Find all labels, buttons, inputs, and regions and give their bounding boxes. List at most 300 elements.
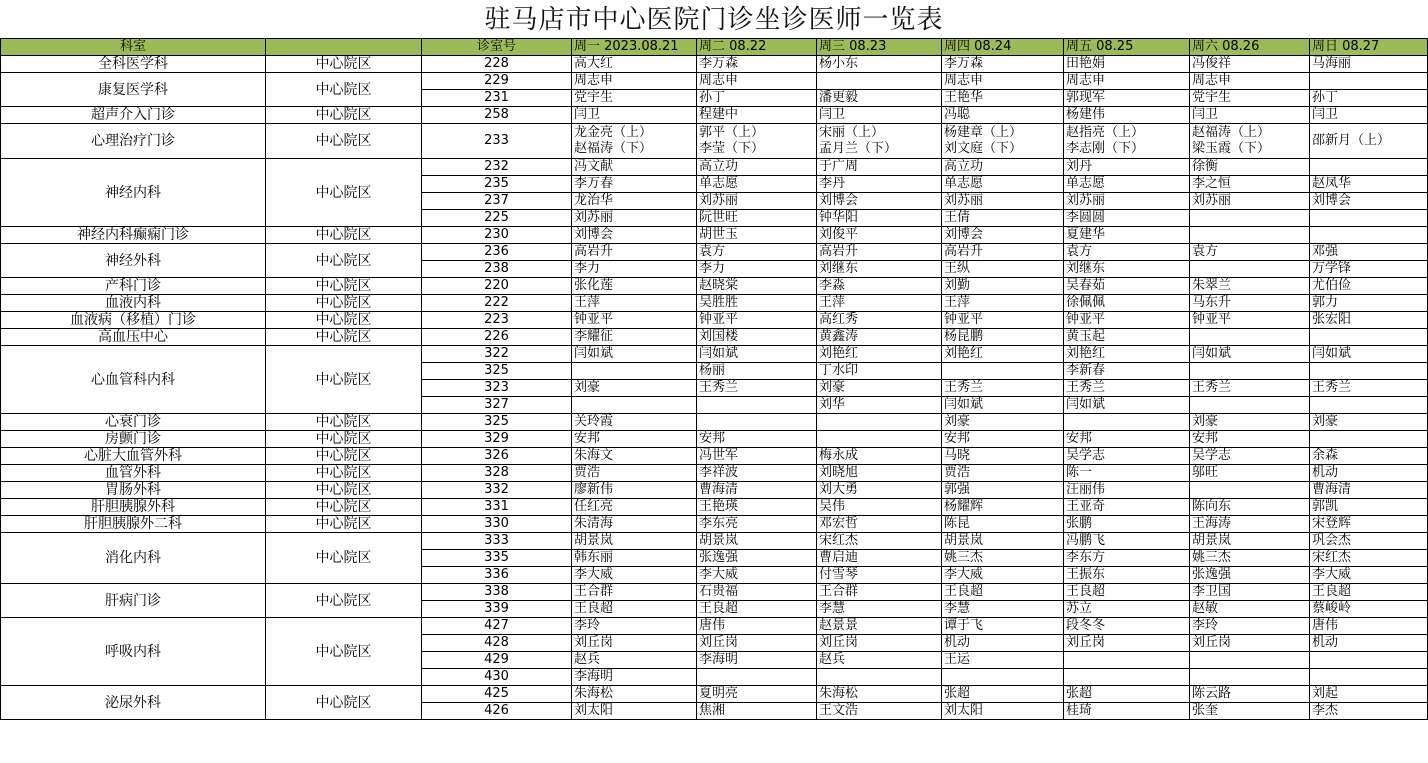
campus-area: 中心院区	[266, 159, 422, 227]
doctor-cell: 单志愿	[942, 176, 1064, 193]
doctor-cell: 王秀兰	[697, 380, 817, 397]
doctor-cell	[1310, 397, 1428, 414]
room-number: 426	[422, 703, 572, 720]
doctor-cell	[1064, 652, 1190, 669]
table-row	[1, 278, 1428, 295]
campus-area: 中心院区	[266, 533, 422, 584]
doctor-cell: 机动	[1310, 635, 1428, 652]
room-number: 330	[422, 516, 572, 533]
doctor-cell	[697, 669, 817, 686]
doctor-cell: 钟亚平	[1064, 312, 1190, 329]
doctor-cell: 李力	[572, 261, 697, 278]
room-number: 237	[422, 193, 572, 210]
doctor-cell	[1190, 261, 1310, 278]
room-number: 327	[422, 397, 572, 414]
doctor-cell: 巩会杰	[1310, 533, 1428, 550]
doctor-cell: 马海丽	[1310, 56, 1428, 73]
doctor-cell: 张超	[1064, 686, 1190, 703]
department-name: 肝病门诊	[1, 584, 266, 618]
doctor-cell: 刘豪	[572, 380, 697, 397]
doctor-cell: 王艳瑛	[697, 499, 817, 516]
doctor-cell: 赵景景	[817, 618, 942, 635]
table-row	[1, 56, 1428, 73]
doctor-cell: 高立功	[942, 159, 1064, 176]
doctor-cell: 郭强	[942, 482, 1064, 499]
doctor-cell	[942, 363, 1064, 380]
header-day-sat: 周六 08.26	[1190, 39, 1310, 56]
doctor-cell: 王秀兰	[1064, 380, 1190, 397]
doctor-cell: 李新春	[1064, 363, 1190, 380]
doctor-cell: 机动	[1310, 465, 1428, 482]
doctor-cell: 刘苏丽	[1190, 193, 1310, 210]
doctor-cell: 李大威	[697, 567, 817, 584]
doctor-cell: 闫如斌	[1310, 346, 1428, 363]
doctor-cell: 王萍	[942, 295, 1064, 312]
doctor-cell: 钟亚平	[572, 312, 697, 329]
doctor-cell: 安邦	[942, 431, 1064, 448]
doctor-cell: 梅永成	[817, 448, 942, 465]
table-row	[1, 533, 1428, 550]
room-number: 225	[422, 210, 572, 227]
department-name: 心血管科内科	[1, 346, 266, 414]
doctor-cell: 李玲	[572, 618, 697, 635]
room-number: 427	[422, 618, 572, 635]
doctor-cell: 李慧	[817, 601, 942, 618]
doctor-cell: 杨建伟	[1064, 107, 1190, 124]
doctor-cell: 王秀兰	[1190, 380, 1310, 397]
page-title: 驻马店市中心医院门诊坐诊医师一览表	[484, 5, 944, 35]
doctor-cell: 朱海松	[572, 686, 697, 703]
doctor-cell: 闫如斌	[572, 346, 697, 363]
doctor-cell: 王亚奇	[1064, 499, 1190, 516]
doctor-cell: 王萍	[817, 295, 942, 312]
department-name: 心衰门诊	[1, 414, 266, 431]
room-number: 228	[422, 56, 572, 73]
doctor-cell: 王倩	[942, 210, 1064, 227]
doctor-cell: 胡世玉	[697, 227, 817, 244]
doctor-cell: 徐佩佩	[1064, 295, 1190, 312]
doctor-cell: 刘豪	[1190, 414, 1310, 431]
department-name: 全科医学科	[1, 56, 266, 73]
doctor-cell: 周志申	[572, 73, 697, 90]
doctor-cell: 李圆圆	[1064, 210, 1190, 227]
doctor-name-pm: 李莹（下）	[699, 141, 765, 156]
header-day-sun: 周日 08.27	[1310, 39, 1428, 56]
header-day-fri: 周五 08.25	[1064, 39, 1190, 56]
doctor-cell	[1310, 669, 1428, 686]
department-name: 高血压中心	[1, 329, 266, 346]
doctor-cell: 吴胜胜	[697, 295, 817, 312]
doctor-cell: 闫如斌	[697, 346, 817, 363]
doctor-cell: 高大红	[572, 56, 697, 73]
doctor-cell	[1064, 669, 1190, 686]
department-name: 消化内科	[1, 533, 266, 584]
doctor-cell: 张逸强	[1190, 567, 1310, 584]
doctor-cell: 曹海清	[697, 482, 817, 499]
table-row	[1, 295, 1428, 312]
doctor-name-pm: 梁玉霞（下）	[1192, 141, 1271, 156]
room-number: 258	[422, 107, 572, 124]
doctor-cell: 尤伯俭	[1310, 278, 1428, 295]
doctor-cell: 王良超	[1310, 584, 1428, 601]
doctor-cell: 张逸强	[697, 550, 817, 567]
doctor-cell	[1190, 652, 1310, 669]
room-number: 326	[422, 448, 572, 465]
doctor-cell: 安邦	[1190, 431, 1310, 448]
room-number: 336	[422, 567, 572, 584]
doctor-cell: 安邦	[572, 431, 697, 448]
doctor-cell: 安邦	[697, 431, 817, 448]
doctor-name-am: 杨建章（上）	[944, 125, 1023, 140]
doctor-cell: 徐衡	[1190, 159, 1310, 176]
doctor-cell: 刘艳红	[817, 346, 942, 363]
doctor-name-am: 赵福涛（上）	[1192, 125, 1271, 140]
doctor-cell: 袁方	[1064, 244, 1190, 261]
department-name: 胃肠外科	[1, 482, 266, 499]
doctor-cell	[572, 397, 697, 414]
doctor-cell	[1190, 669, 1310, 686]
campus-area: 中心院区	[266, 482, 422, 499]
doctor-cell: 李耀征	[572, 329, 697, 346]
table-row	[1, 686, 1428, 703]
doctor-cell	[1064, 124, 1190, 159]
table-row	[1, 329, 1428, 346]
doctor-cell: 周志申	[1190, 73, 1310, 90]
doctor-cell: 党宇生	[1190, 90, 1310, 107]
doctor-cell	[942, 669, 1064, 686]
department-name: 房颤门诊	[1, 431, 266, 448]
doctor-cell: 刘丘岗	[572, 635, 697, 652]
doctor-cell: 孙丁	[1310, 90, 1428, 107]
doctor-cell: 任红亮	[572, 499, 697, 516]
table-row	[1, 227, 1428, 244]
room-number: 325	[422, 363, 572, 380]
room-number: 331	[422, 499, 572, 516]
room-number: 425	[422, 686, 572, 703]
department-name: 康复医学科	[1, 73, 266, 107]
room-number: 220	[422, 278, 572, 295]
campus-area: 中心院区	[266, 414, 422, 431]
doctor-cell: 赵凤华	[1310, 176, 1428, 193]
doctor-cell: 朱清海	[572, 516, 697, 533]
doctor-cell: 李大威	[1310, 567, 1428, 584]
doctor-name-pm: 孟月兰（下）	[819, 141, 898, 156]
doctor-cell: 杨丽	[697, 363, 817, 380]
doctor-cell: 吴学志	[1064, 448, 1190, 465]
doctor-cell: 刘丘岗	[697, 635, 817, 652]
doctor-cell: 陈一	[1064, 465, 1190, 482]
doctor-cell: 王萍	[572, 295, 697, 312]
doctor-cell: 王秀兰	[1310, 380, 1428, 397]
doctor-cell: 钟亚平	[697, 312, 817, 329]
doctor-cell: 王纵	[942, 261, 1064, 278]
doctor-cell: 关玲霞	[572, 414, 697, 431]
doctor-cell: 高岩升	[572, 244, 697, 261]
doctor-cell: 胡景岚	[1190, 533, 1310, 550]
table-row	[1, 124, 1428, 159]
doctor-name-pm: 李志刚（下）	[1066, 141, 1145, 156]
doctor-cell: 万学锋	[1310, 261, 1428, 278]
room-number: 235	[422, 176, 572, 193]
doctor-cell: 陈向东	[1190, 499, 1310, 516]
doctor-cell: 黄鑫涛	[817, 329, 942, 346]
doctor-cell: 陈昆	[942, 516, 1064, 533]
header-dept: 科室	[1, 39, 266, 56]
doctor-cell: 冯鹏飞	[1064, 533, 1190, 550]
header-area	[266, 39, 422, 56]
doctor-cell: 曹启迪	[817, 550, 942, 567]
table-row	[1, 516, 1428, 533]
room-number: 339	[422, 601, 572, 618]
room-number: 323	[422, 380, 572, 397]
doctor-cell	[1310, 227, 1428, 244]
room-number: 328	[422, 465, 572, 482]
doctor-cell	[1190, 397, 1310, 414]
doctor-cell: 刘豪	[817, 380, 942, 397]
doctor-cell: 田艳娟	[1064, 56, 1190, 73]
doctor-cell	[697, 414, 817, 431]
doctor-cell: 赵敏	[1190, 601, 1310, 618]
doctor-cell: 李大威	[572, 567, 697, 584]
doctor-cell: 苏立	[1064, 601, 1190, 618]
room-number: 223	[422, 312, 572, 329]
doctor-cell: 刘大勇	[817, 482, 942, 499]
doctor-cell: 高岩升	[817, 244, 942, 261]
doctor-cell: 刘豪	[942, 414, 1064, 431]
doctor-cell: 廖新伟	[572, 482, 697, 499]
department-name: 产科门诊	[1, 278, 266, 295]
department-name: 血管外科	[1, 465, 266, 482]
doctor-cell: 李大威	[942, 567, 1064, 584]
doctor-cell: 刘丘岗	[1064, 635, 1190, 652]
doctor-cell: 周志申	[697, 73, 817, 90]
room-number: 231	[422, 90, 572, 107]
doctor-name-pm: 刘文庭（下）	[944, 141, 1023, 156]
department-name: 泌尿外科	[1, 686, 266, 720]
room-number: 232	[422, 159, 572, 176]
doctor-cell: 李力	[697, 261, 817, 278]
department-name: 肝胆胰腺外科	[1, 499, 266, 516]
header-row	[1, 39, 1428, 56]
doctor-cell: 吴学志	[1190, 448, 1310, 465]
room-number: 222	[422, 295, 572, 312]
doctor-cell: 李东亮	[697, 516, 817, 533]
schedule-table	[0, 38, 1428, 720]
header-day-thu: 周四 08.24	[942, 39, 1064, 56]
doctor-cell: 杨昆鹏	[942, 329, 1064, 346]
doctor-cell: 钟亚平	[1190, 312, 1310, 329]
doctor-cell: 刘豪	[1310, 414, 1428, 431]
doctor-cell: 段冬冬	[1064, 618, 1190, 635]
room-number: 332	[422, 482, 572, 499]
campus-area: 中心院区	[266, 227, 422, 244]
doctor-cell: 李慧	[942, 601, 1064, 618]
doctor-cell: 姚三杰	[1190, 550, 1310, 567]
doctor-cell: 李卫国	[1190, 584, 1310, 601]
doctor-cell: 李海明	[572, 669, 697, 686]
doctor-cell: 马晓	[942, 448, 1064, 465]
room-number: 236	[422, 244, 572, 261]
doctor-cell: 郭力	[1310, 295, 1428, 312]
doctor-cell: 桂琦	[1064, 703, 1190, 720]
department-name: 超声介入门诊	[1, 107, 266, 124]
doctor-cell: 李玲	[1190, 618, 1310, 635]
room-number: 238	[422, 261, 572, 278]
doctor-cell	[697, 124, 817, 159]
doctor-cell	[817, 124, 942, 159]
campus-area: 中心院区	[266, 56, 422, 73]
doctor-cell: 闫卫	[572, 107, 697, 124]
campus-area: 中心院区	[266, 278, 422, 295]
doctor-cell: 冯聪	[942, 107, 1064, 124]
table-row	[1, 618, 1428, 635]
doctor-cell	[817, 431, 942, 448]
doctor-cell	[1310, 329, 1428, 346]
doctor-cell: 汪丽伟	[1064, 482, 1190, 499]
room-number: 233	[422, 124, 572, 159]
doctor-cell: 郭现军	[1064, 90, 1190, 107]
doctor-cell: 贾浩	[942, 465, 1064, 482]
doctor-cell: 胡景岚	[572, 533, 697, 550]
doctor-cell: 闫如斌	[1190, 346, 1310, 363]
doctor-cell: 吴伟	[817, 499, 942, 516]
doctor-cell: 焦湘	[697, 703, 817, 720]
doctor-cell: 王良超	[1064, 584, 1190, 601]
doctor-cell: 刘继东	[817, 261, 942, 278]
doctor-cell: 付雪琴	[817, 567, 942, 584]
campus-area: 中心院区	[266, 516, 422, 533]
doctor-cell: 石贵福	[697, 584, 817, 601]
doctor-cell: 邬旺	[1190, 465, 1310, 482]
doctor-cell: 刘苏丽	[1064, 193, 1190, 210]
doctor-cell: 李海明	[697, 652, 817, 669]
doctor-cell: 张鹏	[1064, 516, 1190, 533]
doctor-cell: 余森	[1310, 448, 1428, 465]
table-row	[1, 107, 1428, 124]
doctor-cell: 胡景岚	[697, 533, 817, 550]
campus-area: 中心院区	[266, 312, 422, 329]
doctor-cell: 朱翠兰	[1190, 278, 1310, 295]
doctor-cell: 张超	[942, 686, 1064, 703]
table-row	[1, 482, 1428, 499]
header-day-wed: 周三 08.23	[817, 39, 942, 56]
doctor-cell: 宋红杰	[817, 533, 942, 550]
doctor-cell: 刘勤	[942, 278, 1064, 295]
doctor-cell: 程建中	[697, 107, 817, 124]
doctor-cell: 王良超	[697, 601, 817, 618]
doctor-cell: 谭于飞	[942, 618, 1064, 635]
doctor-cell: 李祥波	[697, 465, 817, 482]
doctor-cell: 王振东	[1064, 567, 1190, 584]
campus-area: 中心院区	[266, 431, 422, 448]
doctor-cell: 冯世军	[697, 448, 817, 465]
department-name: 血液病（移植）门诊	[1, 312, 266, 329]
doctor-cell: 赵兵	[817, 652, 942, 669]
doctor-cell: 闫卫	[817, 107, 942, 124]
doctor-cell: 冯俊祥	[1190, 56, 1310, 73]
doctor-cell	[1190, 363, 1310, 380]
doctor-cell: 刘太阳	[572, 703, 697, 720]
doctor-cell: 唐伟	[1310, 618, 1428, 635]
doctor-cell: 刘丘岗	[817, 635, 942, 652]
doctor-cell: 冯文献	[572, 159, 697, 176]
doctor-cell: 党宇生	[572, 90, 697, 107]
table-row	[1, 499, 1428, 516]
campus-area: 中心院区	[266, 618, 422, 686]
doctor-cell: 闫卫	[1190, 107, 1310, 124]
doctor-cell: 刘博会	[942, 227, 1064, 244]
doctor-cell: 李万森	[942, 56, 1064, 73]
doctor-cell: 机动	[942, 635, 1064, 652]
doctor-cell: 李万春	[572, 176, 697, 193]
department-name: 心脏大血管外科	[1, 448, 266, 465]
campus-area: 中心院区	[266, 124, 422, 159]
doctor-cell: 王秀兰	[942, 380, 1064, 397]
doctor-cell	[1190, 227, 1310, 244]
doctor-cell	[1310, 431, 1428, 448]
doctor-cell	[1310, 124, 1428, 159]
doctor-cell: 李之恒	[1190, 176, 1310, 193]
table-row	[1, 346, 1428, 363]
room-number: 322	[422, 346, 572, 363]
doctor-cell	[1064, 414, 1190, 431]
campus-area: 中心院区	[266, 244, 422, 278]
doctor-cell: 闫卫	[1310, 107, 1428, 124]
doctor-cell: 李杰	[1310, 703, 1428, 720]
doctor-cell: 杨耀辉	[942, 499, 1064, 516]
doctor-cell: 阮世旺	[697, 210, 817, 227]
doctor-cell: 郭凯	[1310, 499, 1428, 516]
doctor-cell: 朱海松	[817, 686, 942, 703]
room-number: 229	[422, 73, 572, 90]
table-row	[1, 73, 1428, 90]
doctor-cell: 韩东丽	[572, 550, 697, 567]
doctor-cell	[1310, 159, 1428, 176]
campus-area: 中心院区	[266, 686, 422, 720]
doctor-cell: 潘更毅	[817, 90, 942, 107]
doctor-cell: 闫如斌	[942, 397, 1064, 414]
doctor-cell: 赵晓棠	[697, 278, 817, 295]
doctor-cell: 于广周	[817, 159, 942, 176]
doctor-cell: 钟华阳	[817, 210, 942, 227]
campus-area: 中心院区	[266, 584, 422, 618]
doctor-cell: 邓宏哲	[817, 516, 942, 533]
doctor-cell: 陈云路	[1190, 686, 1310, 703]
doctor-cell: 刘俊平	[817, 227, 942, 244]
doctor-cell: 姚三杰	[942, 550, 1064, 567]
campus-area: 中心院区	[266, 107, 422, 124]
table-row	[1, 159, 1428, 176]
doctor-cell: 王合群	[817, 584, 942, 601]
doctor-cell: 袁方	[1190, 244, 1310, 261]
doctor-cell	[1310, 210, 1428, 227]
room-number: 430	[422, 669, 572, 686]
room-number: 325	[422, 414, 572, 431]
doctor-cell: 刘太阳	[942, 703, 1064, 720]
department-name: 血液内科	[1, 295, 266, 312]
doctor-cell: 李东方	[1064, 550, 1190, 567]
doctor-cell	[817, 669, 942, 686]
department-name: 心理治疗门诊	[1, 124, 266, 159]
doctor-cell: 胡景岚	[942, 533, 1064, 550]
doctor-cell: 贾浩	[572, 465, 697, 482]
doctor-cell: 高立功	[697, 159, 817, 176]
doctor-cell: 张奎	[1190, 703, 1310, 720]
doctor-cell: 王良超	[942, 584, 1064, 601]
doctor-cell: 刘博会	[1310, 193, 1428, 210]
table-row	[1, 244, 1428, 261]
room-number: 428	[422, 635, 572, 652]
